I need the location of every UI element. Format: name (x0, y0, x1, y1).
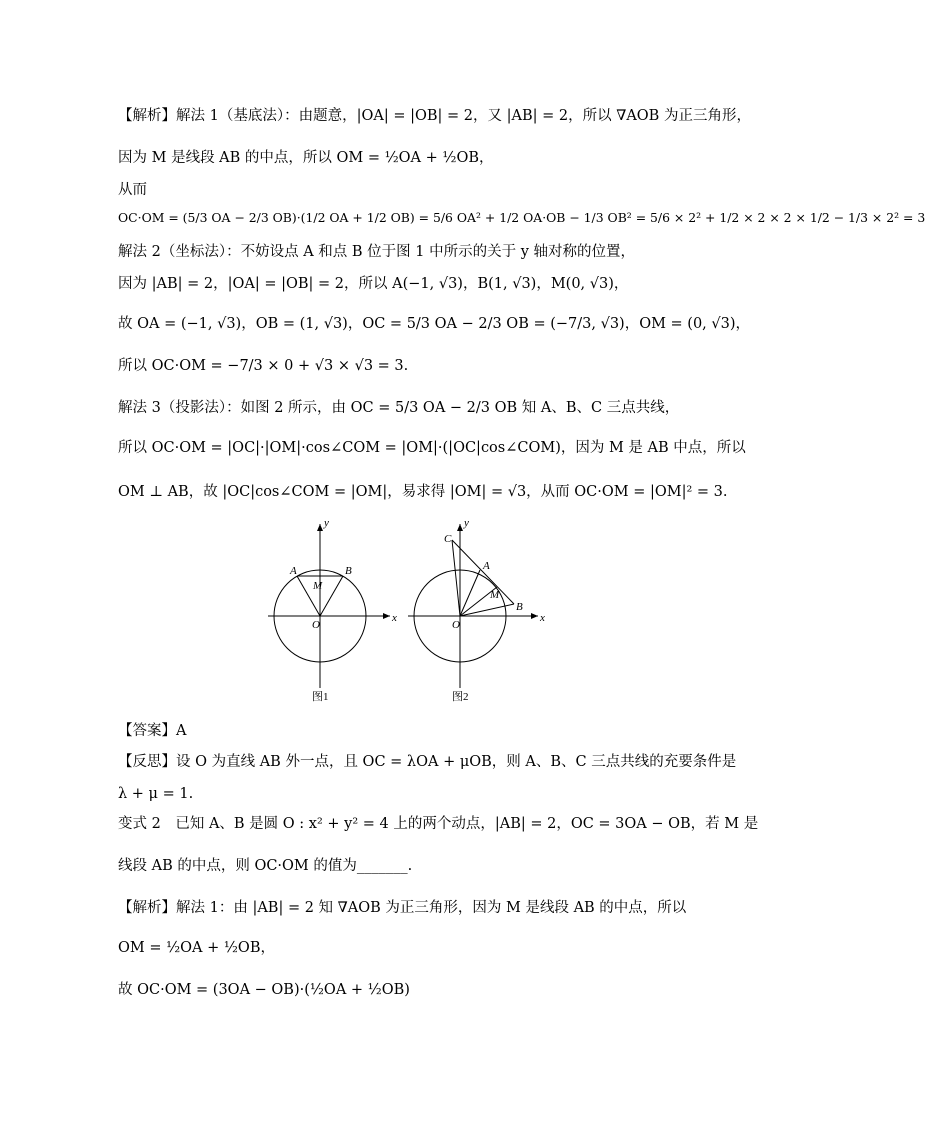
fig2-label-x: x (540, 612, 545, 624)
analysis2-line3: 故 OA = (−1, √3)，OB = (1, √3)，OC = 5/3 OA − 2/3 OB = (−7/3, √3)，OM = (0, √3)， (118, 316, 751, 332)
fig1-label-a: A (290, 565, 297, 577)
reflection-line1: 【反思】设 O 为直线 AB 外一点，且 OC = λOA + μOB，则 A、B、C 三点共线的充要条件是 (118, 754, 737, 770)
fig1-label-b: B (345, 565, 352, 577)
analysis3-line2: 所以 OC·OM = |OC|·|OM|·cos∠COM = |OM|·(|OC|cos∠COM)，因为 M 是 AB 中点，所以 (118, 440, 746, 456)
analysis1-line1: 【解析】解法 1（基底法）：由题意，|OA| = |OB| = 2，又 |AB| = 2，所以 ∇AOB 为正三角形， (118, 108, 751, 124)
fig2-label-m: M (490, 589, 500, 601)
fig2-caption: 图2 (452, 691, 469, 703)
reflection-line2: λ + μ = 1. (118, 786, 194, 802)
analysis2-line4: 所以 OC·OM = −7/3 × 0 + √3 × √3 = 3. (118, 358, 409, 374)
analysis-v2-line1: 【解析】解法 1：由 |AB| = 2 知 ∇AOB 为正三角形，因为 M 是线段 AB 的中点，所以 (118, 900, 687, 916)
analysis1-line2: 因为 M 是线段 AB 的中点，所以 OM = ½OA + ½OB， (118, 150, 494, 166)
analysis-v2-line3: 故 OC·OM = (3OA − OB)·(½OA + ½OB) (118, 982, 410, 998)
fig1-label-o: O (312, 619, 320, 631)
figure-svg (262, 512, 552, 708)
answer-line: 【答案】A (118, 723, 187, 739)
fig1-label-x: x (392, 612, 397, 624)
fig1-label-m: M (313, 580, 323, 592)
variant2-line2: 线段 AB 的中点，则 OC·OM 的值为_______. (118, 858, 413, 874)
fig2-label-c: C (444, 533, 452, 545)
fig2-segment-oc (452, 540, 460, 616)
fig1-segment-ob (320, 576, 343, 616)
fig2-line-cab (452, 540, 514, 604)
analysis-v2-line2: OM = ½OA + ½OB， (118, 940, 275, 956)
fig2-label-y: y (464, 517, 469, 529)
fig2-segment-oa (460, 570, 480, 616)
figures (262, 512, 552, 708)
analysis1-line4: OC·OM = (5/3 OA − 2/3 OB)·(1/2 OA + 1/2 OB) = 5/6 OA² + 1/2 OA·OB − 1/3 OB² = 5/6 × 2² + 1/2 × 2 × 2 × 1/2 − 1/3 × 2² = 3 (118, 210, 925, 225)
analysis3-line1: 解法 3（投影法）：如图 2 所示，由 OC = 5/3 OA − 2/3 OB 知 A、B、C 三点共线， (118, 400, 680, 416)
analysis2-line2: 因为 |AB| = 2，|OA| = |OB| = 2，所以 A(−1, √3)，B(1, √3)，M(0, √3)， (118, 276, 629, 292)
analysis2-line1: 解法 2（坐标法）：不妨设点 A 和点 B 位于图 1 中所示的关于 y 轴对称的位置， (118, 244, 635, 260)
fig1-label-y: y (324, 517, 329, 529)
fig2-label-o: O (452, 619, 460, 631)
fig2-label-a: A (483, 560, 490, 572)
analysis1-line3: 从而 (118, 182, 147, 198)
analysis3-line3: OM ⊥ AB，故 |OC|cos∠COM = |OM|，易求得 |OM| = √3，从而 OC·OM = |OM|² = 3. (118, 484, 728, 500)
variant2-line1: 变式 2 已知 A、B 是圆 O : x² + y² = 4 上的两个动点，|AB| = 2，OC = 3OA − OB，若 M 是 (118, 816, 759, 832)
fig1-caption: 图1 (312, 691, 329, 703)
fig2-label-b: B (516, 601, 523, 613)
